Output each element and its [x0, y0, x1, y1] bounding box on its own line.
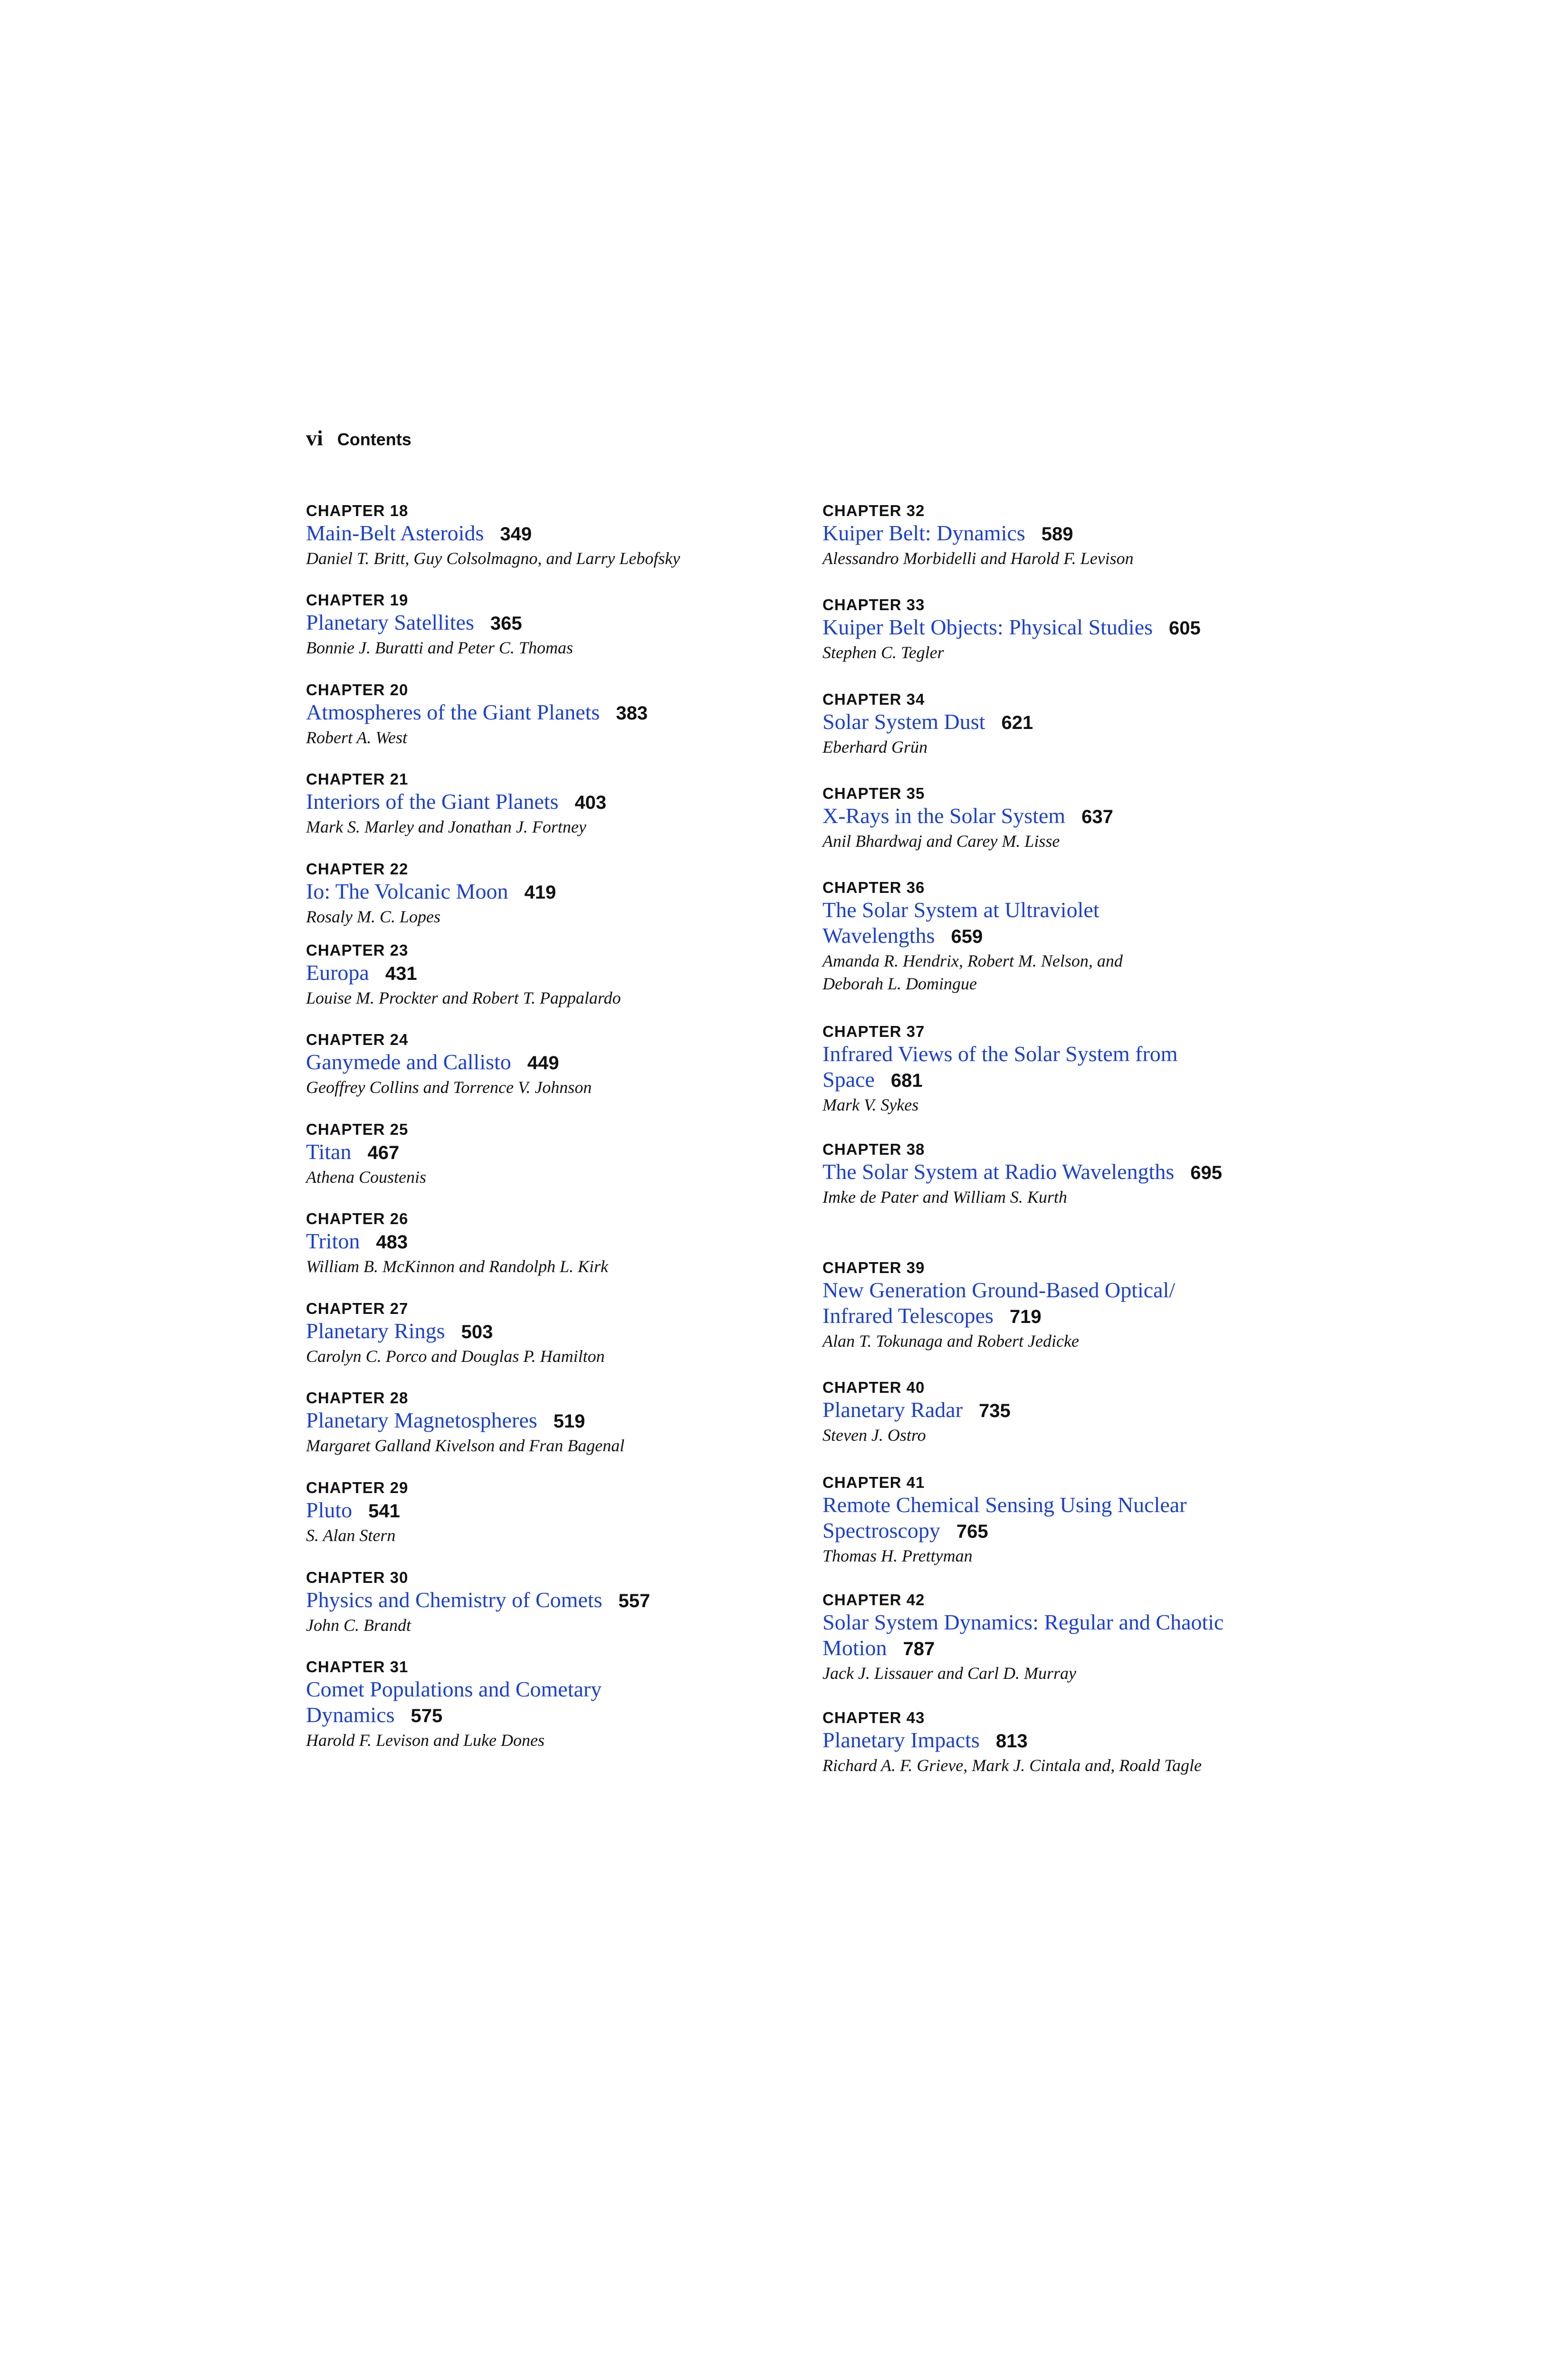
toc-entry	[306, 1299, 781, 1368]
chapter-authors: Louise M. Prockter and Robert T. Pappalardo	[306, 988, 621, 1007]
chapter-title-link[interactable]: Main-Belt Asteroids	[306, 521, 484, 545]
chapter-authors: Harold F. Levison and Luke Dones	[306, 1731, 545, 1750]
page-number: 541	[368, 1501, 400, 1522]
chapter-title-link[interactable]: X-Rays in the Solar System	[822, 804, 1066, 828]
chapter-title-link[interactable]: Solar System Dust	[822, 709, 985, 734]
chapter-label: CHAPTER 36	[822, 879, 925, 896]
toc-entry	[306, 680, 781, 749]
chapter-title-link[interactable]: Ganymede and Callisto	[306, 1050, 511, 1074]
page-number: 403	[574, 792, 607, 813]
chapter-authors: Deborah L. Domingue	[822, 974, 977, 993]
chapter-title-link[interactable]: Comet Populations and Cometary	[306, 1677, 602, 1701]
page-header	[306, 425, 411, 450]
toc-entry	[822, 501, 1298, 570]
chapter-title-line	[822, 1041, 1298, 1067]
chapter-title-line	[306, 520, 781, 547]
chapter-authors: Athena Coustenis	[306, 1168, 426, 1187]
chapter-title-link[interactable]: Planetary Satellites	[306, 610, 474, 634]
page-number: 503	[461, 1322, 493, 1342]
chapter-label: CHAPTER 39	[822, 1259, 925, 1276]
chapter-title-link[interactable]: Atmospheres of the Giant Planets	[306, 700, 600, 724]
toc-entry	[306, 941, 781, 1009]
chapter-title-line	[822, 1518, 1298, 1544]
chapter-label: CHAPTER 18	[306, 502, 409, 519]
chapter-authors: Geoffrey Collins and Torrence V. Johnson	[306, 1078, 592, 1097]
chapter-title-link[interactable]: Spectroscopy	[822, 1518, 940, 1542]
page-number: 419	[524, 882, 556, 903]
chapter-label: CHAPTER 23	[306, 941, 409, 959]
chapter-authors: Richard A. F. Grieve, Mark J. Cintala and, Roald Tagle	[822, 1756, 1202, 1775]
chapter-title-line	[306, 960, 781, 987]
chapter-authors: S. Alan Stern	[306, 1526, 396, 1545]
chapter-title-link[interactable]: Infrared Views of the Solar System from	[822, 1042, 1178, 1066]
chapter-title-link[interactable]: Planetary Radar	[822, 1398, 963, 1422]
chapter-title-line	[822, 1303, 1298, 1330]
toc-entry	[822, 1140, 1298, 1208]
toc-entry	[822, 878, 1298, 995]
chapter-label: CHAPTER 34	[822, 690, 925, 708]
page-number: 589	[1041, 524, 1073, 545]
chapter-label: CHAPTER 42	[822, 1591, 925, 1609]
page-number: 719	[1009, 1306, 1042, 1327]
chapter-title-link[interactable]: The Solar System at Radio Wavelengths	[822, 1159, 1175, 1184]
chapter-label: CHAPTER 27	[306, 1300, 409, 1317]
chapter-title-link[interactable]: Europa	[306, 960, 369, 985]
chapter-title-link[interactable]: Planetary Rings	[306, 1319, 445, 1343]
chapter-authors: Stephen C. Tegler	[822, 643, 944, 662]
page-number: 519	[553, 1411, 585, 1432]
chapter-title-link[interactable]: Pluto	[306, 1498, 353, 1522]
chapter-label: CHAPTER 37	[822, 1023, 925, 1040]
chapter-title-line	[822, 709, 1298, 736]
chapter-title-link[interactable]: Physics and Chemistry of Comets	[306, 1588, 602, 1612]
page-number: 467	[367, 1142, 400, 1163]
toc-entry	[822, 1378, 1298, 1447]
chapter-authors: Eberhard Grün	[822, 738, 928, 757]
chapter-label: CHAPTER 32	[822, 502, 925, 519]
chapter-title-line	[306, 1228, 781, 1255]
toc-entry	[306, 770, 781, 838]
page-number: 621	[1001, 712, 1033, 733]
page-number: 383	[616, 703, 648, 724]
chapter-label: CHAPTER 33	[822, 596, 925, 613]
chapter-label: CHAPTER 28	[306, 1389, 409, 1407]
page-number: 483	[376, 1232, 408, 1253]
chapter-title-link[interactable]: Kuiper Belt: Dynamics	[822, 521, 1025, 545]
chapter-title-line	[306, 1677, 781, 1702]
chapter-authors: Rosaly M. C. Lopes	[306, 907, 440, 926]
chapter-authors: Carolyn C. Porco and Douglas P. Hamilton	[306, 1347, 605, 1366]
chapter-title-line	[306, 1139, 781, 1166]
chapter-title-link[interactable]: Triton	[306, 1229, 360, 1253]
toc-entry	[306, 591, 781, 659]
chapter-title-link[interactable]: Remote Chemical Sensing Using Nuclear	[822, 1493, 1187, 1517]
toc-entry	[822, 1258, 1298, 1352]
page-number: 695	[1190, 1162, 1223, 1183]
page-number: 637	[1081, 806, 1113, 827]
chapter-label: CHAPTER 26	[306, 1210, 409, 1227]
page-number: 431	[385, 963, 417, 984]
page-number: 449	[527, 1053, 559, 1073]
chapter-title-line	[306, 1408, 781, 1434]
toc-entry	[306, 860, 781, 928]
page-number: 605	[1169, 618, 1201, 639]
chapter-title-link[interactable]: Io: The Volcanic Moon	[306, 879, 508, 903]
chapter-title-link[interactable]: Kuiper Belt Objects: Physical Studies	[822, 615, 1153, 639]
chapter-authors: Mark V. Sykes	[822, 1095, 919, 1114]
chapter-label: CHAPTER 30	[306, 1569, 409, 1586]
toc-entry	[306, 1657, 781, 1752]
chapter-authors: Mark S. Marley and Jonathan J. Fortney	[306, 817, 586, 836]
toc-entry	[822, 784, 1298, 853]
toc-entry	[306, 1120, 781, 1188]
chapter-label: CHAPTER 35	[822, 785, 925, 802]
chapter-title-line	[822, 1277, 1298, 1303]
chapter-title-link[interactable]: Planetary Impacts	[822, 1728, 980, 1752]
chapter-label: CHAPTER 38	[822, 1140, 925, 1158]
chapter-authors: Robert A. West	[306, 728, 407, 747]
chapter-title-line	[822, 897, 1298, 923]
chapter-authors: Steven J. Ostro	[822, 1426, 926, 1445]
chapter-authors: William B. McKinnon and Randolph L. Kirk	[306, 1257, 608, 1276]
chapter-authors: John C. Brandt	[306, 1616, 411, 1635]
page-number: 813	[995, 1731, 1028, 1752]
chapter-authors: Jack J. Lissauer and Carl D. Murray	[822, 1664, 1076, 1683]
chapter-title-link[interactable]: Motion	[822, 1636, 887, 1660]
toc-entry	[306, 1030, 781, 1099]
chapter-authors: Daniel T. Britt, Guy Colsolmagno, and Larry Lebofsky	[306, 549, 680, 568]
chapter-title-link[interactable]: Dynamics	[306, 1703, 395, 1727]
page-number: 735	[979, 1400, 1011, 1421]
chapter-title-link[interactable]: New Generation Ground-Based Optical/	[822, 1278, 1176, 1302]
chapter-title-line	[822, 1727, 1298, 1754]
chapter-label: CHAPTER 22	[306, 860, 409, 878]
chapter-label: CHAPTER 21	[306, 770, 409, 788]
chapter-title-line	[306, 879, 781, 905]
chapter-authors: Alessandro Morbidelli and Harold F. Levison	[822, 549, 1134, 568]
chapter-title-line	[822, 803, 1298, 830]
page-number: 575	[411, 1705, 443, 1726]
chapter-title-line	[822, 520, 1298, 547]
chapter-title-line	[822, 923, 1298, 949]
chapter-title-line	[306, 1049, 781, 1076]
chapter-title-line	[306, 699, 781, 726]
chapter-title-line	[306, 1318, 781, 1345]
chapter-title-line	[822, 1635, 1298, 1662]
toc-entry	[822, 1022, 1298, 1116]
chapter-label: CHAPTER 31	[306, 1658, 409, 1676]
chapter-label: CHAPTER 29	[306, 1479, 409, 1496]
chapter-title-link[interactable]: Solar System Dynamics: Regular and Chaotic	[822, 1610, 1224, 1634]
chapter-label: CHAPTER 43	[822, 1709, 925, 1726]
page-number: 787	[903, 1638, 935, 1659]
chapter-authors: Bonnie J. Buratti and Peter C. Thomas	[306, 638, 573, 657]
chapter-title-line	[306, 610, 781, 636]
page-number: 681	[890, 1070, 923, 1091]
chapter-title-link[interactable]: Wavelengths	[822, 923, 935, 948]
chapter-label: CHAPTER 41	[822, 1474, 925, 1491]
chapter-title-line	[822, 1492, 1298, 1518]
chapter-title-line	[822, 614, 1298, 641]
chapter-label: CHAPTER 19	[306, 591, 409, 609]
chapter-title-link[interactable]: Titan	[306, 1140, 352, 1164]
toc-entry	[822, 595, 1298, 664]
chapter-authors: Amanda R. Hendrix, Robert M. Nelson, and	[822, 951, 1123, 970]
chapter-title-line	[306, 1587, 781, 1614]
toc-entry	[822, 690, 1298, 758]
page-number: 365	[490, 613, 522, 634]
toc-entry	[822, 1708, 1298, 1777]
chapter-title-line	[306, 1702, 781, 1729]
chapter-title-link[interactable]: The Solar System at Ultraviolet	[822, 898, 1100, 922]
chapter-title-line	[822, 1067, 1298, 1093]
toc-entry	[306, 501, 781, 570]
toc-entry	[306, 1478, 781, 1547]
page-number: 557	[618, 1590, 650, 1611]
chapter-title-line	[822, 1397, 1298, 1424]
chapter-authors: Thomas H. Prettyman	[822, 1546, 973, 1565]
chapter-label: CHAPTER 24	[306, 1031, 409, 1048]
chapter-title-link[interactable]: Infrared Telescopes	[822, 1303, 994, 1328]
chapter-authors: Imke de Pater and William S. Kurth	[822, 1188, 1067, 1207]
running-head: Contents	[337, 430, 411, 449]
chapter-label: CHAPTER 25	[306, 1121, 409, 1138]
chapter-authors: Alan T. Tokunaga and Robert Jedicke	[822, 1332, 1079, 1351]
chapter-title-line	[822, 1610, 1298, 1635]
page-number: 349	[500, 524, 532, 545]
chapter-title-link[interactable]: Interiors of the Giant Planets	[306, 789, 559, 814]
chapter-authors: Margaret Galland Kivelson and Fran Bagenal	[306, 1436, 625, 1455]
page-number: 659	[951, 926, 983, 947]
toc-entry	[306, 1389, 781, 1457]
chapter-label: CHAPTER 40	[822, 1379, 925, 1396]
toc-entry	[822, 1473, 1298, 1567]
chapter-title-link[interactable]: Planetary Magnetospheres	[306, 1408, 537, 1432]
chapter-title-line	[306, 1497, 781, 1524]
chapter-authors: Anil Bhardwaj and Carey M. Lisse	[822, 832, 1060, 851]
chapter-title-link[interactable]: Space	[822, 1067, 875, 1092]
page-folio: vi	[306, 426, 323, 450]
toc-entry	[306, 1209, 781, 1278]
chapter-label: CHAPTER 20	[306, 681, 409, 699]
chapter-title-line	[306, 789, 781, 815]
toc-entry	[306, 1568, 781, 1637]
chapter-title-line	[822, 1159, 1298, 1186]
toc-entry	[822, 1590, 1298, 1685]
page-number: 765	[956, 1521, 988, 1542]
